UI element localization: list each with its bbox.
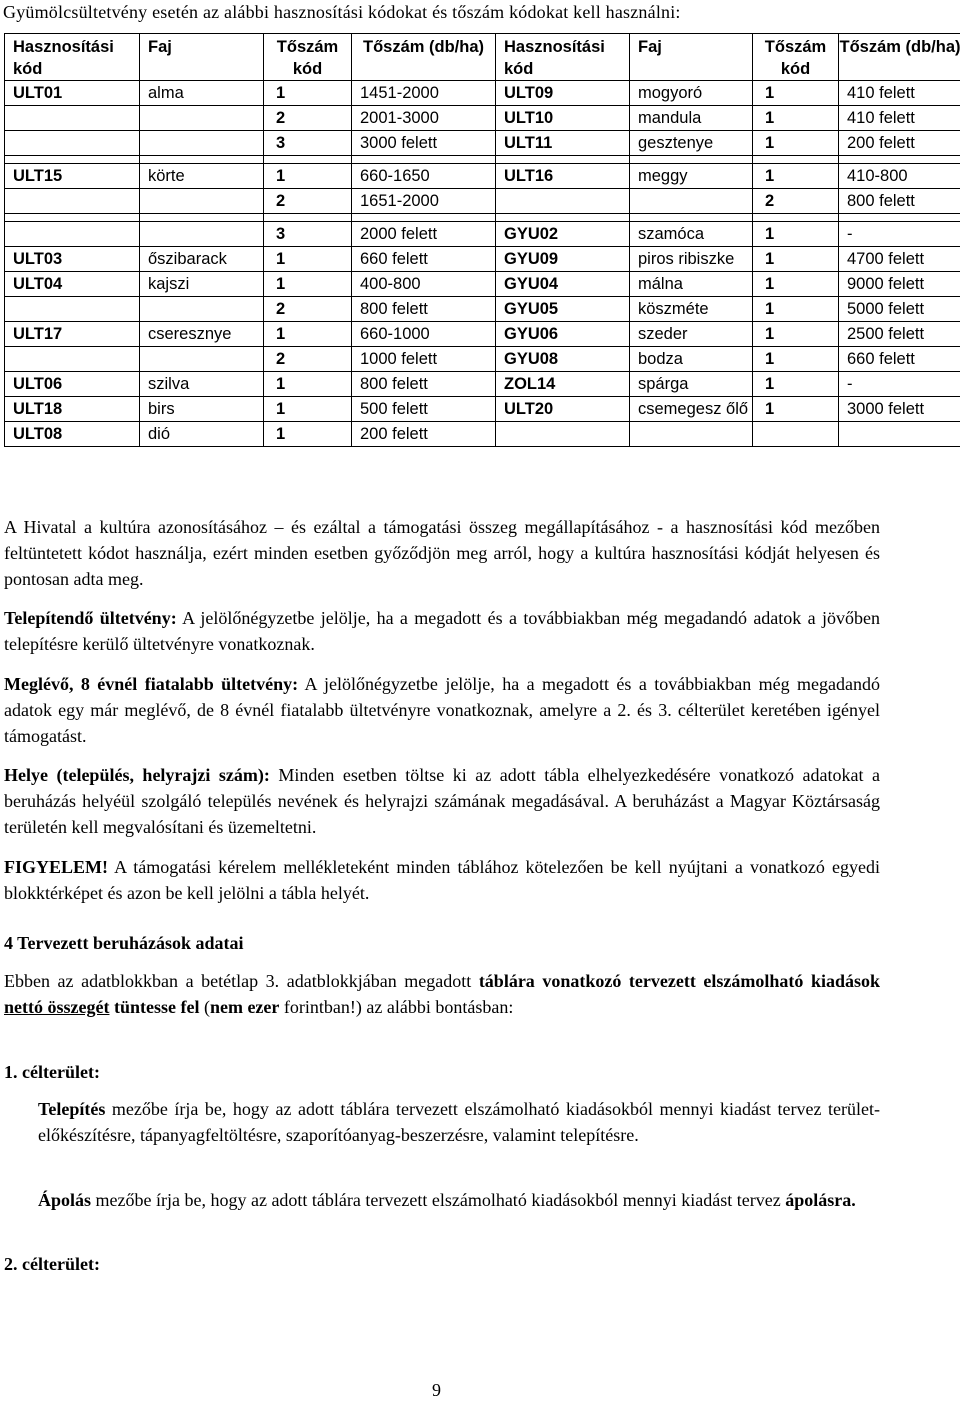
header-cell: Tőszám kód bbox=[753, 34, 839, 81]
table-cell: ULT10 bbox=[496, 106, 630, 131]
table-cell: szilva bbox=[140, 372, 264, 397]
table-cell: ULT15 bbox=[5, 164, 140, 189]
spacer-cell bbox=[264, 156, 352, 164]
spacer-cell bbox=[630, 156, 753, 164]
table-cell: dió bbox=[140, 422, 264, 447]
table-cell: ULT03 bbox=[5, 247, 140, 272]
table-cell: ULT16 bbox=[496, 164, 630, 189]
page-number: 9 bbox=[432, 1380, 441, 1400]
table-cell bbox=[140, 131, 264, 156]
table-cell bbox=[630, 189, 753, 214]
table-cell: 410-800 bbox=[839, 164, 960, 189]
table-cell: cseresznye bbox=[140, 322, 264, 347]
table-cell bbox=[496, 422, 630, 447]
table-cell: 3000 felett bbox=[352, 131, 496, 156]
desc-new-plantation: A jelölőnégyzetbe jelölje, ha a megadott és a továbbiakban még megadandó adatok a jövőben telepítésre kerülő ültetvényre vonatkoznak. bbox=[4, 608, 880, 654]
spacer-cell bbox=[140, 156, 264, 164]
term-new-plantation: Telepítendő ültetvény: bbox=[4, 608, 177, 628]
table-cell: ULT17 bbox=[5, 322, 140, 347]
table-cell bbox=[140, 347, 264, 372]
spacer-cell bbox=[352, 214, 496, 222]
table-cell: GYU04 bbox=[496, 272, 630, 297]
header-cell: Faj bbox=[630, 34, 753, 81]
table-row bbox=[5, 372, 960, 397]
table-cell: szamóca bbox=[630, 222, 753, 247]
table-row bbox=[5, 222, 960, 247]
table-cell: - bbox=[839, 222, 960, 247]
header-cell: Hasznosítási kód bbox=[496, 34, 630, 81]
table-cell: málna bbox=[630, 272, 753, 297]
table-cell: 800 felett bbox=[352, 297, 496, 322]
table-cell: birs bbox=[140, 397, 264, 422]
table-cell: 1 bbox=[753, 164, 839, 189]
table-cell: 1 bbox=[753, 81, 839, 106]
table-cell: 1 bbox=[753, 347, 839, 372]
table-cell: 1 bbox=[264, 322, 352, 347]
term-existing-plantation: Meglévő, 8 évnél fiatalabb ültetvény: bbox=[4, 674, 299, 694]
spacer-cell bbox=[264, 214, 352, 222]
table-row bbox=[5, 164, 960, 189]
table-cell bbox=[753, 422, 839, 447]
table-cell: alma bbox=[140, 81, 264, 106]
table-cell: GYU09 bbox=[496, 247, 630, 272]
table-cell: 660-1650 bbox=[352, 164, 496, 189]
code-table bbox=[4, 33, 960, 447]
term-maintenance: Ápolás bbox=[38, 1190, 92, 1210]
table-row bbox=[5, 81, 960, 106]
table-cell: ULT20 bbox=[496, 397, 630, 422]
table-cell: ZOL14 bbox=[496, 372, 630, 397]
term-warning: FIGYELEM! bbox=[4, 857, 109, 877]
table-cell bbox=[5, 297, 140, 322]
table-cell bbox=[496, 189, 630, 214]
table-cell: 1 bbox=[753, 131, 839, 156]
table-cell: 1 bbox=[753, 247, 839, 272]
table-cell bbox=[5, 347, 140, 372]
table-cell: kajszi bbox=[140, 272, 264, 297]
paragraph-location bbox=[4, 762, 880, 840]
table-row bbox=[5, 131, 960, 156]
paragraph-maintenance: Ápolás mezőbe írja be, hogy az adott táblára tervezett elszámolható kiadásokból mennyi kiadást tervez ápolásra. bbox=[38, 1190, 856, 1210]
table-cell: 400-800 bbox=[352, 272, 496, 297]
table-cell: 3 bbox=[264, 131, 352, 156]
table-cell: 3 bbox=[264, 222, 352, 247]
table-cell: 2000 felett bbox=[352, 222, 496, 247]
table-row bbox=[5, 397, 960, 422]
table-row bbox=[5, 272, 960, 297]
table-cell: 1 bbox=[753, 397, 839, 422]
spacer-cell bbox=[753, 214, 839, 222]
table-cell: GYU06 bbox=[496, 322, 630, 347]
table-cell: csemegesz őlő bbox=[630, 397, 753, 422]
table-cell: GYU05 bbox=[496, 297, 630, 322]
term-location: Helye (település, helyrajzi szám): bbox=[4, 765, 270, 785]
table-row bbox=[5, 189, 960, 214]
table-spacer-row bbox=[5, 214, 960, 222]
table-cell: 410 felett bbox=[839, 81, 960, 106]
table-cell: 2001-3000 bbox=[352, 106, 496, 131]
table-cell: 5000 felett bbox=[839, 297, 960, 322]
table-cell bbox=[140, 297, 264, 322]
table-cell: 1451-2000 bbox=[352, 81, 496, 106]
table-cell: 1 bbox=[753, 222, 839, 247]
paragraph-existing-plantation bbox=[4, 671, 880, 749]
desc-installation: mezőbe írja be, hogy az adott táblára tervezett elszámolható kiadásokból mennyi kiadást tervez terület-előkészítésre, tápanyagfeltöltésre, szaporítóanyag-beszerzésre, valamint telepítésre. bbox=[38, 1099, 880, 1145]
table-cell: szeder bbox=[630, 322, 753, 347]
table-header-row bbox=[5, 34, 960, 81]
table-cell: 410 felett bbox=[839, 106, 960, 131]
table-cell: 1 bbox=[753, 106, 839, 131]
header-cell: Tőszám (db/ha) bbox=[352, 34, 496, 81]
table-cell bbox=[839, 422, 960, 447]
paragraph-budget: Ebben az adatblokkban a betétlap 3. adatblokkjában megadott táblára vonatkozó tervezett elszámolható kiadások nettó összegét tüntesse fel (nem ezer forintban!) az alábbi bontásban: bbox=[4, 971, 880, 1017]
table-cell bbox=[5, 222, 140, 247]
table-cell: 2 bbox=[264, 189, 352, 214]
table-cell: ULT01 bbox=[5, 81, 140, 106]
spacer-cell bbox=[496, 214, 630, 222]
table-cell bbox=[630, 422, 753, 447]
table-cell bbox=[140, 106, 264, 131]
header-cell: Tőszám kód bbox=[264, 34, 352, 81]
table-cell: 1 bbox=[753, 322, 839, 347]
desc-existing-plantation: A jelölőnégyzetbe jelölje, ha a megadott és a továbbiakban még megadandó adatok egy már meglévő, de 8 évnél fiatalabb ültetvényre vonatkoznak, amelyre a 2. és 3. célterület keretében igényel támogatást. bbox=[4, 674, 880, 746]
table-cell: ULT11 bbox=[496, 131, 630, 156]
spacer-cell bbox=[5, 214, 140, 222]
table-cell bbox=[5, 131, 140, 156]
paragraph-new-plantation bbox=[4, 605, 880, 657]
desc-warning: A támogatási kérelem mellékleteként minden táblához kötelezően be kell nyújtani a vonatkozó egyedi blokktérképet és azon be kell jelölni a tábla helyét. bbox=[4, 857, 880, 903]
spacer-cell bbox=[753, 156, 839, 164]
table-cell: 2 bbox=[264, 297, 352, 322]
table-cell: 200 felett bbox=[352, 422, 496, 447]
table-row bbox=[5, 347, 960, 372]
header-cell: Hasznosítási kód bbox=[5, 34, 140, 81]
table-cell: 200 felett bbox=[839, 131, 960, 156]
table-cell: 1 bbox=[264, 372, 352, 397]
term-installation: Telepítés bbox=[38, 1099, 106, 1119]
desc-location: Minden esetben töltse ki az adott tábla elhelyezkedésére vonatkozó adatokat a beruházás helyéül szolgáló település nevének és helyrajzi számának megadásával. A beruházást a Magyar Köztársaság területén kell megvalósítani és üzemeltetni. bbox=[4, 765, 880, 837]
spacer-cell bbox=[839, 156, 960, 164]
table-cell: 660 felett bbox=[352, 247, 496, 272]
table-cell: 1 bbox=[264, 422, 352, 447]
table-cell: 800 felett bbox=[352, 372, 496, 397]
table-row bbox=[5, 297, 960, 322]
table-cell: 500 felett bbox=[352, 397, 496, 422]
table-cell: 1 bbox=[264, 164, 352, 189]
paragraph-identification: A Hivatal a kultúra azonosításához – és ezáltal a támogatási összeg megállapításához - a hasznosítási kód mezőben feltüntetett kódot használja, ezért minden esetben győződjön meg arról, hogy a kultúra hasznosítási kódját helyesen és pontosan adta meg. bbox=[4, 517, 880, 589]
table-cell: mandula bbox=[630, 106, 753, 131]
spacer-cell bbox=[496, 156, 630, 164]
table-cell: gesztenye bbox=[630, 131, 753, 156]
table-cell: 1 bbox=[264, 272, 352, 297]
section-heading-4: 4 Tervezett beruházások adatai bbox=[4, 933, 244, 953]
intro-text: Gyümölcsültetvény esetén az alábbi hasznosítási kódokat és tőszám kódokat kell használni: bbox=[3, 2, 681, 22]
table-cell: 1 bbox=[264, 397, 352, 422]
table-cell: bodza bbox=[630, 347, 753, 372]
table-cell: 660-1000 bbox=[352, 322, 496, 347]
table-cell: GYU08 bbox=[496, 347, 630, 372]
target-area-1-heading: 1. célterület: bbox=[4, 1062, 100, 1082]
table-cell: 2 bbox=[753, 189, 839, 214]
target-area-2-heading: 2. célterület: bbox=[4, 1254, 100, 1274]
spacer-cell bbox=[140, 214, 264, 222]
table-cell: 1 bbox=[264, 81, 352, 106]
table-cell: 800 felett bbox=[839, 189, 960, 214]
table-cell: 1000 felett bbox=[352, 347, 496, 372]
table-row bbox=[5, 422, 960, 447]
header-cell: Tőszám (db/ha) bbox=[839, 34, 960, 81]
paragraph-installation bbox=[38, 1096, 880, 1148]
paragraph-warning bbox=[4, 854, 880, 906]
table-cell: ULT06 bbox=[5, 372, 140, 397]
desc-maintenance: mezőbe írja be, hogy az adott táblára tervezett elszámolható kiadásokból mennyi kiadást tervez bbox=[91, 1190, 786, 1210]
table-cell: 660 felett bbox=[839, 347, 960, 372]
table-cell: 2500 felett bbox=[839, 322, 960, 347]
table-cell: piros ribiszke bbox=[630, 247, 753, 272]
table-cell: ULT08 bbox=[5, 422, 140, 447]
table-cell: ULT04 bbox=[5, 272, 140, 297]
table-cell: mogyoró bbox=[630, 81, 753, 106]
table-cell: meggy bbox=[630, 164, 753, 189]
spacer-cell bbox=[5, 156, 140, 164]
table-cell: őszibarack bbox=[140, 247, 264, 272]
table-cell: 1 bbox=[753, 372, 839, 397]
table-cell: 4700 felett bbox=[839, 247, 960, 272]
table-cell: 1 bbox=[753, 272, 839, 297]
table-cell: spárga bbox=[630, 372, 753, 397]
table-cell: 1 bbox=[264, 247, 352, 272]
table-cell: 2 bbox=[264, 106, 352, 131]
table-row bbox=[5, 106, 960, 131]
table-cell bbox=[140, 189, 264, 214]
table-cell: ULT09 bbox=[496, 81, 630, 106]
table-cell: 3000 felett bbox=[839, 397, 960, 422]
table-cell: GYU02 bbox=[496, 222, 630, 247]
table-cell bbox=[140, 222, 264, 247]
table-cell bbox=[5, 106, 140, 131]
table-cell: 1 bbox=[753, 297, 839, 322]
table-row bbox=[5, 247, 960, 272]
table-cell bbox=[5, 189, 140, 214]
spacer-cell bbox=[352, 156, 496, 164]
spacer-cell bbox=[839, 214, 960, 222]
table-cell: 2 bbox=[264, 347, 352, 372]
spacer-cell bbox=[630, 214, 753, 222]
table-row bbox=[5, 322, 960, 347]
table-cell: 1651-2000 bbox=[352, 189, 496, 214]
header-cell: Faj bbox=[140, 34, 264, 81]
table-cell: körte bbox=[140, 164, 264, 189]
table-cell: köszméte bbox=[630, 297, 753, 322]
table-spacer-row bbox=[5, 156, 960, 164]
table-cell: - bbox=[839, 372, 960, 397]
table-cell: ULT18 bbox=[5, 397, 140, 422]
table-cell: 9000 felett bbox=[839, 272, 960, 297]
